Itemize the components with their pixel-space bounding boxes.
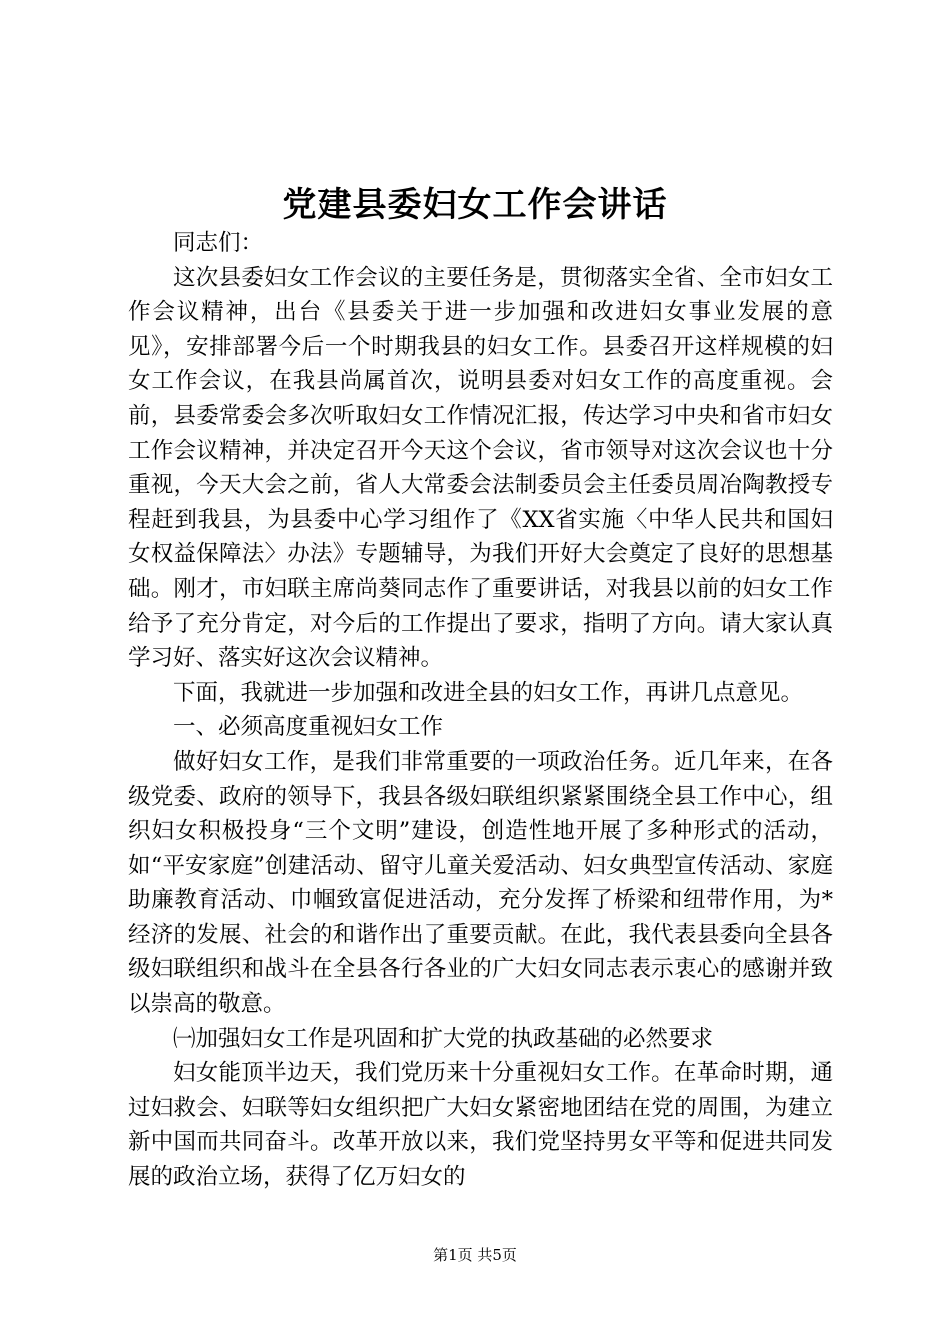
document-title: 党建县委妇女工作会讲话 <box>282 185 668 225</box>
transition-paragraph: 下面，我就进一步加强和改进全县的妇女工作，再讲几点意见。 <box>173 679 804 706</box>
subsection-1-paragraph: 妇女能顶半边天，我们党历来十分重视妇女工作。在革命时期，通过妇救会、妇联等妇女组织把广大妇女紧密地团结在党的周围，为建立新中国而共同奋斗。改革开放以来，我们党坚持男女平等和促进共同发展的政治立场，获得了亿万妇女的 <box>128 1060 833 1191</box>
subsection-heading-1: ㈠加强妇女工作是巩固和扩大党的执政基础的必然要求 <box>173 1025 714 1052</box>
section-heading-1: 一、必须高度重视妇女工作 <box>173 714 444 741</box>
page-number-footer: 第1页 共5页 <box>433 1246 517 1264</box>
section-1-paragraph: 做好妇女工作，是我们非常重要的一项政治任务。近几年来，在各级党委、政府的领导下，我县各级妇联组织紧紧围绕全县工作中心，组织妇女积极投身“三个文明”建设，创造性地开展了多种形式的活动，如“平安家庭”创建活动、留守儿童关爱活动、妇女典型宣传活动、家庭助廉教育活动、巾帼致富促进活动，充分发挥了桥梁和纽带作用，为*经济的发展、社会的和谐作出了重要贡献。在此，我代表县委向全县各级妇联组织和战斗在全县各行各业的广大妇女同志表示衷心的感谢并致以崇高的敬意。 <box>128 748 833 1018</box>
salutation-paragraph: 同志们： <box>173 230 264 256</box>
document-body <box>128 226 833 1195</box>
intro-paragraph: 这次县委妇女工作会议的主要任务是，贯彻落实全省、全市妇女工作会议精神，出台《县委关于进一步加强和改进妇女事业发展的意见》，安排部署今后一个时期我县的妇女工作。县委召开这样规模的妇女工作会议，在我县尚属首次，说明县委对妇女工作的高度重视。会前，县委常委会多次听取妇女工作情况汇报，传达学习中央和省市妇女工作会议精神，并决定召开今天这个会议，省市领导对这次会议也十分重视，今天大会之前，省人大常委会法制委员会主任委员周冶陶教授专程赶到我县，为县委中心学习组作了《XX省实施〈中华人民共和国妇女权益保障法〉办法》专题辅导，为我们开好大会奠定了良好的思想基础。刚才，市妇联主席尚葵同志作了重要讲话，对我县以前的妇女工作给予了充分肯定，对今后的工作提出了要求，指明了方向。请大家认真学习好、落实好这次会议精神。 <box>128 264 833 672</box>
